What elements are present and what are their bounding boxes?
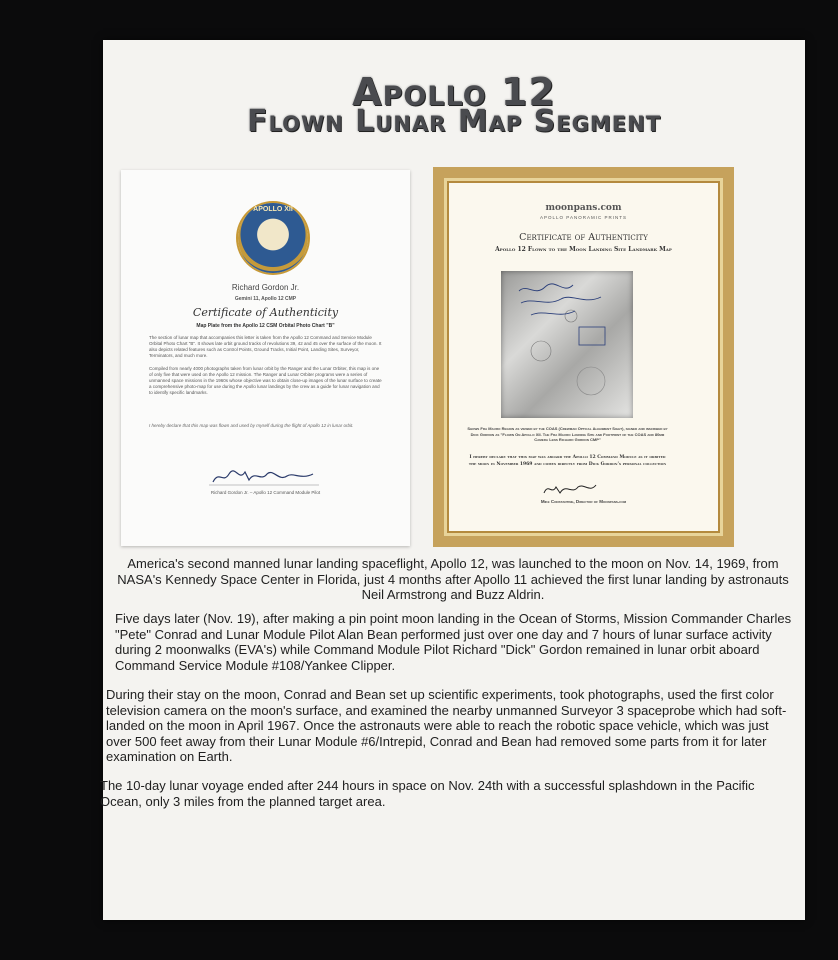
letter-name: Richard Gordon Jr. (231, 283, 300, 292)
gordon-letter (121, 170, 410, 546)
certificate-brand: moonpans.com (545, 203, 622, 213)
patch-text: APOLLO XII (253, 206, 293, 213)
letter-paragraph-1: The section of lunar map that accompanies this letter is taken from the Apollo 12 Command and Service Module Orbital Photo Chart "B". It shows late orbit ground tracks of revolutions 39, 42 and 45 over the surface of the moon. It also depicts related features such as Control Points, Ground Tracks, Initial Point, Landing Sites, Surveyor, Terminators, and much more. (149, 335, 382, 358)
letter-coa-heading: Certificate of Authenticity (192, 306, 339, 319)
letter-subtitle: Gemini 11, Apollo 12 CMP (234, 296, 297, 302)
letter-signature-line: Richard Gordon Jr. – Apollo 12 Command Module Pilot (210, 490, 321, 495)
apollo-12-patch-icon (238, 203, 308, 273)
gordon-signature-icon (209, 464, 319, 488)
moonpans-certificate (433, 167, 734, 547)
title-line-2: Flown Lunar Map Segment (246, 104, 662, 139)
lunar-map-segment (501, 271, 633, 418)
letter-paragraph-2: Compiled from nearly 4000 photographs taken from lunar orbit by the Ranger and the Lunar Orbiter, this map is one of only five that were used on the Apollo 12 mission. The Ranger and Lunar Orbiter programs were a series of unmanned space missions in the 1960s whose objective was to obtain close-up images of the lunar surface to create a comprehensive photo-map for use during the Apollo lunar landings by the crew as a guide for lunar navigation and to identify specific landmarks. (149, 366, 382, 395)
letter-map-heading: Map Plate from the Apollo 12 CSM Orbital Photo Chart "B" (196, 323, 335, 329)
story-paragraph-2: Five days later (Nov. 19), after making a pin point moon landing in the Ocean of Storms, Mission Commander Charles "Pete" Conrad and Lunar Module Pilot Alan Bean performed just over one day and 7 hours of lunar surface activity during 2 moonwalks (EVA's) while Command Module Pilot Richard "Dick" Gordon remained in lunar orbit aboard Command Service Module #108/Yankee Clipper. (115, 611, 792, 673)
certificate-subtitle: Apollo 12 Flown to the Moon Landing Site Landmark Map (495, 246, 672, 253)
story-paragraph-4: The 10-day lunar voyage ended after 244 hours in space on Nov. 24th with a successful splashdown in the Pacific Ocean, only 3 miles from the planned target area. (100, 778, 755, 809)
certificate-description: Shows Fra Mauro Region as viewed by the COAS (Crewman Optical Alignment Sight), signed and inscribed by Dick Gordon as "Flown On Apollo XII. The Fra Mauro Landing Site and Footprint of the COAS and 80mm Camera Lens Richard Gordon CMP" (467, 426, 668, 442)
certificate-declaration: I hereby declare that this map was aboard the Apollo 12 Command Module as it orbited the moon in November 1969 and comes directly from Dick Gordon's personal collection (468, 455, 667, 467)
story-paragraph-3: During their stay on the moon, Conrad and Bean set up scientific experiments, took photographs, used the first color television camera on the moon's surface, and examined the nearby unmanned Surveyor 3 spaceprobe which had soft-landed on the moon in April 1967. Once the astronauts were able to reach the robotic space vehicle, which was just over 500 feet away from their Lunar Module #6/Intrepid, Conrad and Bean had removed some parts from it for later examination on Earth. (106, 687, 787, 764)
certificate-director: Mike Constantine, Director of Moonpans.com (540, 499, 627, 504)
certificate-title: Certificate of Authenticity (519, 232, 648, 243)
map-inscription-icon (501, 271, 633, 418)
certificate-brand-sub: APOLLO PANORAMIC PRINTS (540, 215, 627, 220)
constantine-signature-icon (540, 479, 600, 499)
title-line-1: Apollo 12 (352, 70, 556, 114)
letter-declaration: I hereby declare that this map was flown and used by myself during the flight of Apollo 12 in lunar orbit. (149, 423, 354, 428)
story-paragraph-1: America's second manned lunar landing spaceflight, Apollo 12, was launched to the moon on Nov. 14, 1969, from NASA's Kennedy Space Center in Florida, just 4 months after Apollo 11 achieved the first lunar landing by astronauts Neil Armstrong and Buzz Aldrin. (117, 556, 789, 602)
display-board (100, 40, 805, 920)
